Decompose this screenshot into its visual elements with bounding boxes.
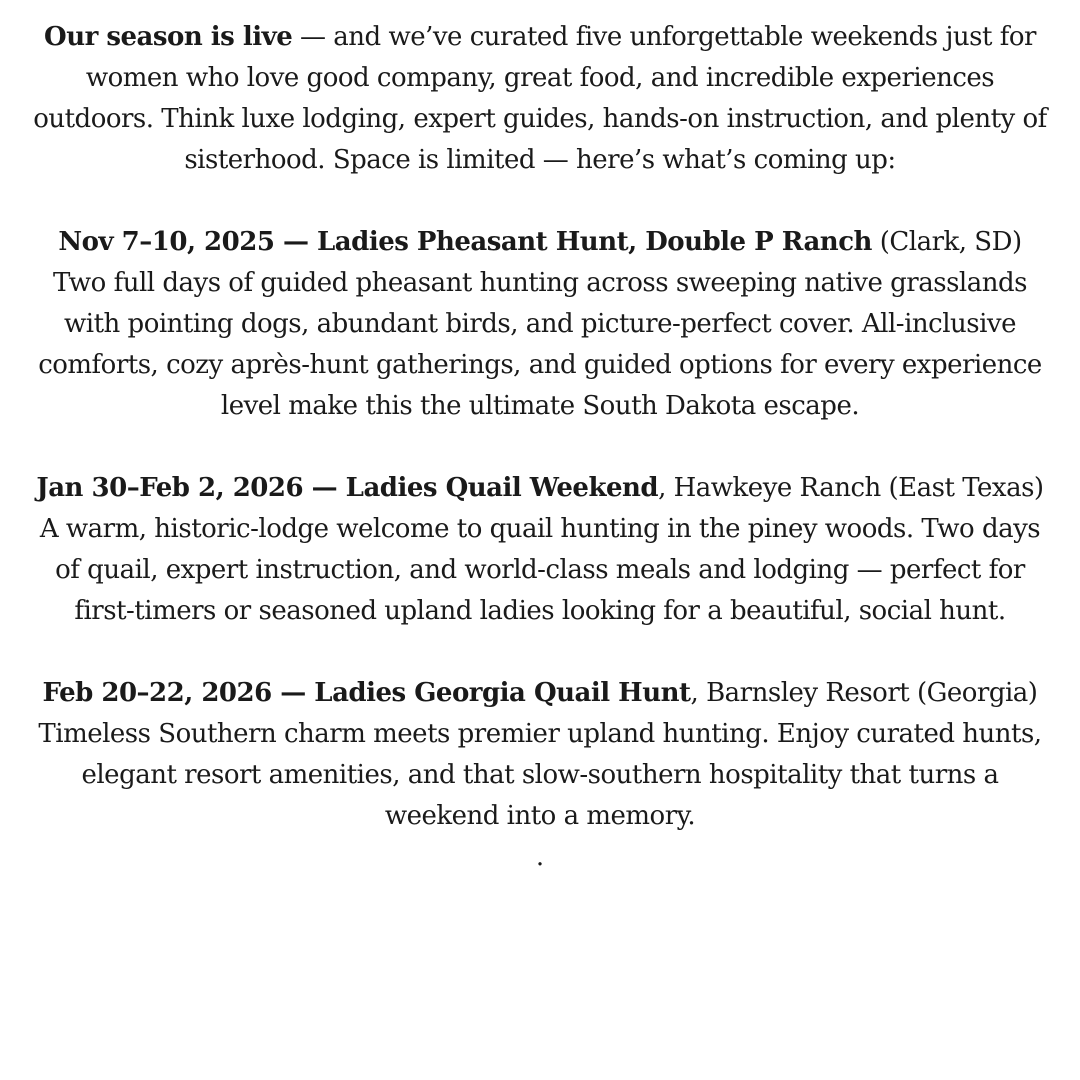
intro-lead: Our season is live <box>44 22 293 52</box>
event-pheasant-hunt <box>30 222 1050 427</box>
event-heading: Nov 7–10, 2025 — Ladies Pheasant Hunt, Double P Ranch <box>58 227 872 257</box>
event-heading: Jan 30–Feb 2, 2026 — Ladies Quail Weekend <box>36 473 659 503</box>
trailing-mark: . <box>535 842 545 872</box>
event-details: , Barnsley Resort (Georgia) Timeless Southern charm meets premier upland hunting. Enjoy curated hunts, elegant resort amenities, and that slow-southern hospitality that turns a weekend into a memory. <box>38 678 1042 831</box>
event-details: (Clark, SD) Two full days of guided pheasant hunting across sweeping native grasslands with pointing dogs, abundant birds, and picture-perfect cover. All-inclusive comforts, cozy après-hunt gatherings, and guided options for every experience level make this the ultimate South Dakota escape. <box>38 227 1042 421</box>
intro-text: — and we’ve curated five unforgettable weekends just for women who love good company, great food, and incredible experiences outdoors. Think luxe lodging, expert guides, hands-on instruction, and plenty of sisterhood. Space is limited — here’s what’s coming up: <box>33 22 1047 175</box>
event-georgia-quail-hunt <box>30 673 1050 837</box>
event-heading: Feb 20–22, 2026 — Ladies Georgia Quail Hunt <box>42 678 691 708</box>
event-quail-weekend <box>30 468 1050 632</box>
event-details: , Hawkeye Ranch (East Texas) A warm, historic-lodge welcome to quail hunting in the piney woods. Two days of quail, expert instruction, and world-class meals and lodging — perfect for first-timers or seasoned upland ladies looking for a beautiful, social hunt. <box>39 473 1044 626</box>
intro-paragraph <box>30 17 1050 181</box>
